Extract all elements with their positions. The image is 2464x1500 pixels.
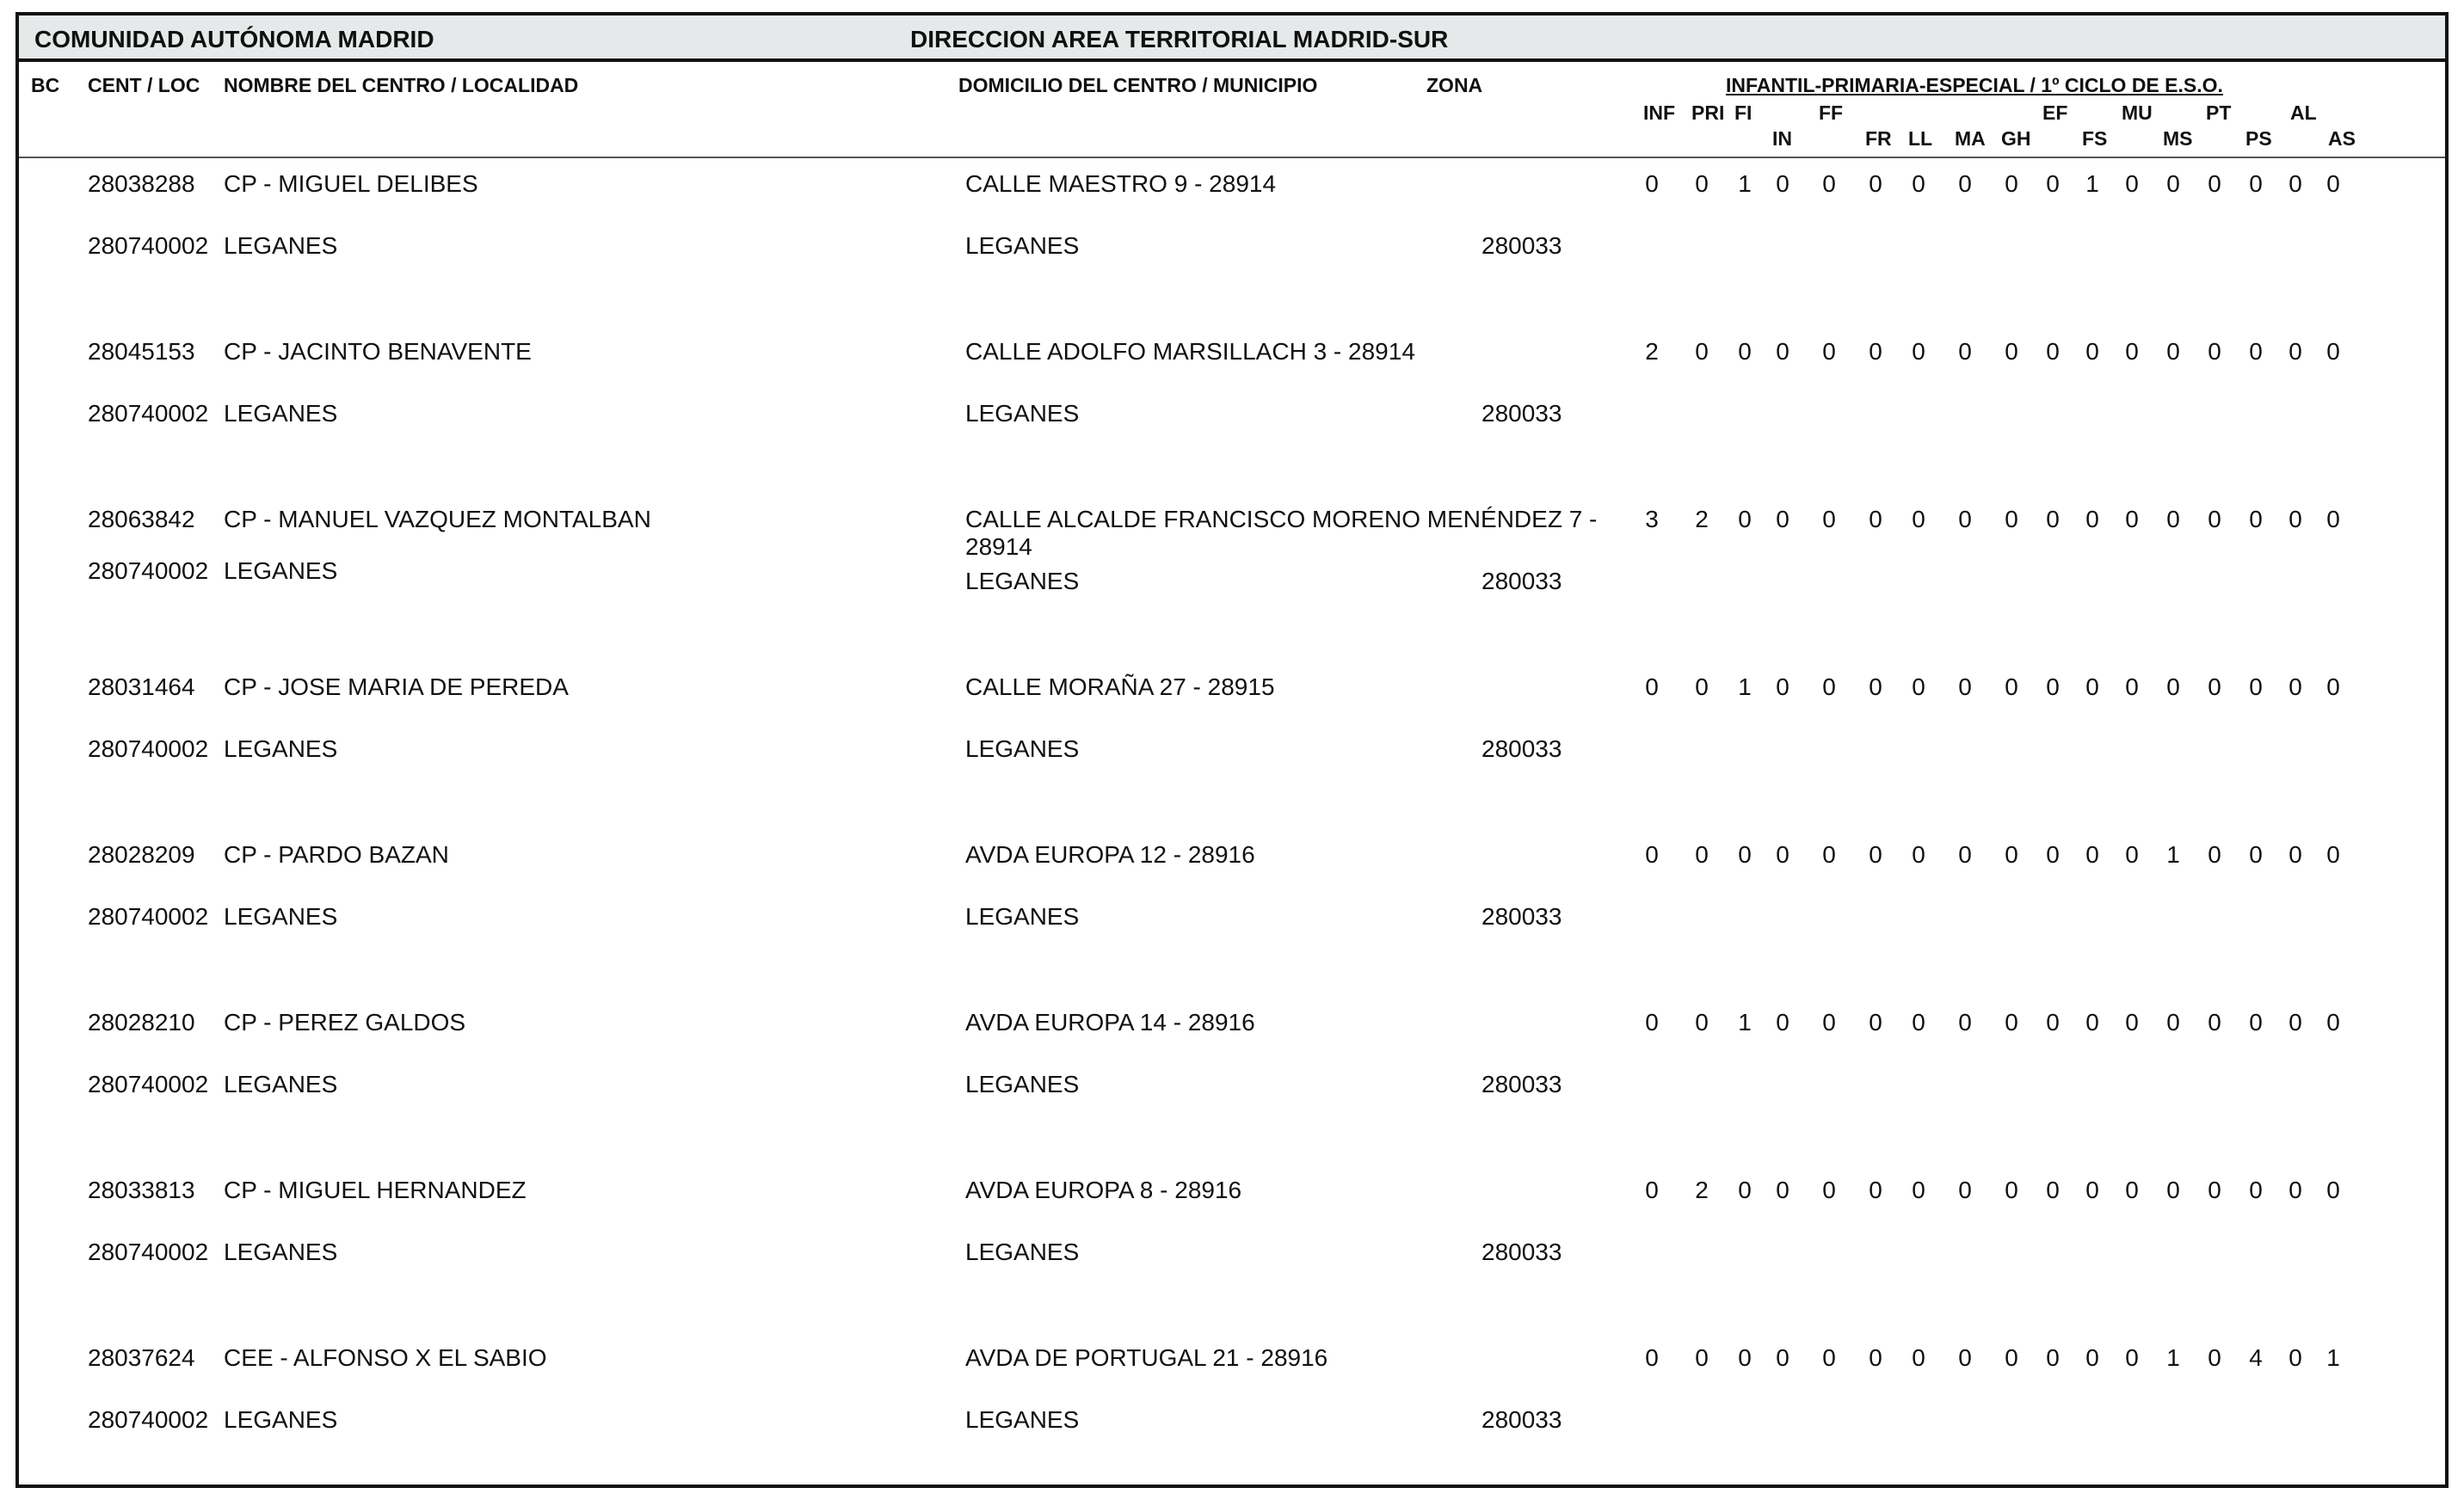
subcode-value: 0 [2288, 170, 2302, 197]
subcode-value: 0 [2125, 170, 2139, 197]
subcode-value: 0 [2046, 1009, 2060, 1036]
subcode-value: 0 [2249, 841, 2263, 868]
subcode-value: 0 [2249, 1177, 2263, 1203]
center-code: 28031464 [88, 673, 195, 700]
subcode-value: 0 [1776, 1177, 1789, 1203]
report-title-band [19, 15, 2445, 62]
locality-name: LEGANES [224, 735, 338, 762]
locality-name: LEGANES [224, 1239, 338, 1265]
subcode-value: 0 [2326, 1177, 2340, 1203]
subcode-value: 0 [2085, 1009, 2099, 1036]
subcode-value: 0 [1869, 1177, 1882, 1203]
subcode-value: 0 [2085, 338, 2099, 365]
subcode-value: 1 [2166, 841, 2180, 868]
subcode-value: 0 [2288, 1177, 2302, 1203]
subcode-header: PRI [1691, 101, 1725, 124]
subcode-value: 0 [2085, 841, 2099, 868]
municipality-name: LEGANES [965, 903, 1080, 930]
subcode-value: 0 [1869, 338, 1882, 365]
subcode-header: GH [2001, 127, 2031, 150]
subcode-value: 0 [1958, 841, 1972, 868]
center-code: 28038288 [88, 170, 195, 197]
col-domicilio: DOMICILIO DEL CENTRO / MUNICIPIO [958, 74, 1318, 96]
subcode-value: 0 [1822, 170, 1836, 197]
subcode-value: 0 [2326, 506, 2340, 532]
subcode-value: 0 [2046, 338, 2060, 365]
subcode-header: LL [1908, 127, 1933, 150]
subcode-value: 0 [1776, 170, 1789, 197]
center-name: CP - PARDO BAZAN [224, 841, 449, 868]
subcode-value: 0 [2046, 841, 2060, 868]
subcode-value: 0 [2166, 506, 2180, 532]
subcode-header: MS [2163, 127, 2193, 150]
subcode-value: 2 [1695, 1177, 1709, 1203]
zona-code: 280033 [1481, 232, 1562, 259]
center-name: CP - MIGUEL HERNANDEZ [224, 1177, 527, 1203]
center-address: CALLE ADOLFO MARSILLACH 3 - 28914 [965, 338, 1415, 365]
subcode-value: 0 [1958, 338, 1972, 365]
locality-name: LEGANES [224, 903, 338, 930]
col-bc: BC [31, 74, 60, 96]
subcode-value: 0 [2005, 1177, 2018, 1203]
subcode-header: PT [2206, 101, 2232, 124]
municipality-name: LEGANES [965, 735, 1080, 762]
subcode-value: 0 [2288, 1344, 2302, 1371]
locality-name: LEGANES [224, 232, 338, 259]
subcode-value: 3 [1645, 506, 1659, 532]
center-name: CP - PEREZ GALDOS [224, 1009, 466, 1036]
subcode-value: 0 [2125, 1009, 2139, 1036]
subcode-value: 0 [1645, 1177, 1659, 1203]
subcode-value: 0 [1822, 1177, 1836, 1203]
subcode-value: 0 [2288, 1009, 2302, 1036]
subcode-value: 1 [2166, 1344, 2180, 1371]
subcode-value: 0 [1776, 506, 1789, 532]
locality-name: LEGANES [224, 1406, 338, 1433]
subcode-value: 1 [1738, 1009, 1752, 1036]
subcode-header: FS [2082, 127, 2108, 150]
zona-code: 280033 [1481, 1239, 1562, 1265]
subcode-value: 0 [2288, 338, 2302, 365]
subcode-value: 0 [2005, 338, 2018, 365]
subcode-value: 0 [1645, 841, 1659, 868]
subcode-value: 0 [1695, 673, 1709, 700]
zona-code: 280033 [1481, 568, 1562, 594]
center-name: CP - MANUEL VAZQUEZ MONTALBAN [224, 506, 651, 532]
subcode-header: AS [2328, 127, 2356, 150]
subcode-value: 0 [2249, 1009, 2263, 1036]
col-cent-loc: CENT / LOC [88, 74, 200, 96]
subcode-value: 0 [2249, 506, 2263, 532]
locality-code: 280740002 [88, 232, 209, 259]
subcode-value: 0 [1645, 673, 1659, 700]
locality-name: LEGANES [224, 400, 338, 427]
subcode-value: 0 [1958, 1344, 1972, 1371]
subcode-value: 0 [1958, 170, 1972, 197]
zona-code: 280033 [1481, 1071, 1562, 1097]
subcode-value: 0 [1869, 506, 1882, 532]
subcode-value: 0 [2085, 673, 2099, 700]
subcode-value: 0 [1776, 673, 1789, 700]
center-address: AVDA EUROPA 14 - 28916 [965, 1009, 1255, 1036]
subcode-value: 0 [1822, 841, 1836, 868]
subcode-header: MU [2122, 101, 2153, 124]
subcode-value: 0 [2166, 338, 2180, 365]
subcode-value: 0 [2208, 1344, 2221, 1371]
subcode-value: 0 [1738, 841, 1752, 868]
subcode-header: FR [1865, 127, 1892, 150]
locality-code: 280740002 [88, 903, 209, 930]
subcode-value: 0 [1822, 1344, 1836, 1371]
subcode-value: 0 [1695, 1344, 1709, 1371]
center-code: 28063842 [88, 506, 195, 532]
subcode-value: 0 [2125, 1344, 2139, 1371]
col-zona: ZONA [1426, 74, 1483, 96]
subcode-value: 0 [1912, 673, 1925, 700]
subcode-value: 0 [1912, 506, 1925, 532]
header-divider [19, 157, 2445, 158]
subcode-value: 0 [2208, 1009, 2221, 1036]
subcode-value: 0 [1738, 1177, 1752, 1203]
subcode-value: 0 [2085, 1177, 2099, 1203]
subcode-header: FI [1734, 101, 1753, 124]
subcode-value: 0 [2166, 170, 2180, 197]
subcode-value: 0 [2249, 170, 2263, 197]
subcode-value: 0 [2005, 1344, 2018, 1371]
center-address: CALLE ALCALDE FRANCISCO MORENO MENÉNDEZ 7 - 28914 [965, 506, 1598, 560]
subcode-value: 0 [1869, 673, 1882, 700]
center-code: 28028210 [88, 1009, 195, 1036]
subcode-value: 0 [1776, 338, 1789, 365]
subcode-value: 0 [1695, 1009, 1709, 1036]
subcode-value: 0 [2326, 673, 2340, 700]
subcode-value: 0 [1869, 170, 1882, 197]
subcode-value: 0 [1695, 170, 1709, 197]
locality-code: 280740002 [88, 400, 209, 427]
subcode-value: 0 [1958, 673, 1972, 700]
subcode-value: 0 [1958, 1009, 1972, 1036]
subcode-value: 0 [2125, 506, 2139, 532]
subcode-value: 0 [2326, 1009, 2340, 1036]
center-name: CP - JACINTO BENAVENTE [224, 338, 532, 365]
subcode-value: 0 [1822, 506, 1836, 532]
subcode-value: 0 [2005, 506, 2018, 532]
community-title: COMUNIDAD AUTÓNOMA MADRID [34, 26, 434, 52]
subcode-value: 0 [2326, 170, 2340, 197]
subcode-value: 0 [2125, 841, 2139, 868]
subcode-value: 0 [2005, 673, 2018, 700]
subcode-value: 0 [2288, 673, 2302, 700]
subcode-value: 0 [1912, 1177, 1925, 1203]
locality-name: LEGANES [224, 557, 338, 584]
subcode-value: 0 [1776, 1009, 1789, 1036]
subcode-value: 0 [2046, 506, 2060, 532]
subcode-value: 0 [1695, 841, 1709, 868]
zona-code: 280033 [1481, 400, 1562, 427]
zona-code: 280033 [1481, 903, 1562, 930]
municipality-name: LEGANES [965, 1071, 1080, 1097]
subcode-header: INF [1643, 101, 1676, 124]
zona-code: 280033 [1481, 735, 1562, 762]
subcode-value: 0 [1869, 1344, 1882, 1371]
col-nombre: NOMBRE DEL CENTRO / LOCALIDAD [224, 74, 579, 96]
subcode-value: 0 [2288, 506, 2302, 532]
subcode-value: 2 [1695, 506, 1709, 532]
subcode-value: 0 [2166, 673, 2180, 700]
subcode-value: 0 [1776, 1344, 1789, 1371]
subcode-value: 0 [1738, 1344, 1752, 1371]
center-name: CP - MIGUEL DELIBES [224, 170, 478, 197]
subcode-value: 0 [1738, 506, 1752, 532]
subcode-value: 0 [1958, 1177, 1972, 1203]
subcode-value: 0 [1912, 170, 1925, 197]
subcode-header: IN [1772, 127, 1792, 150]
subcode-header: EF [2042, 101, 2068, 124]
subcode-value: 0 [2249, 673, 2263, 700]
municipality-name: LEGANES [965, 1406, 1080, 1433]
subcode-value: 0 [2166, 1009, 2180, 1036]
subcode-value: 0 [1776, 841, 1789, 868]
subcode-value: 4 [2249, 1344, 2263, 1371]
locality-name: LEGANES [224, 1071, 338, 1097]
municipality-name: LEGANES [965, 1239, 1080, 1265]
subcode-value: 0 [1822, 338, 1836, 365]
locality-code: 280740002 [88, 735, 209, 762]
subcode-value: 1 [2085, 170, 2099, 197]
subcode-value: 0 [1869, 841, 1882, 868]
subcode-value: 0 [2288, 841, 2302, 868]
center-name: CP - JOSE MARIA DE PEREDA [224, 673, 569, 700]
center-code: 28033813 [88, 1177, 195, 1203]
subcode-value: 0 [2005, 841, 2018, 868]
municipality-name: LEGANES [965, 400, 1080, 427]
center-address: AVDA EUROPA 8 - 28916 [965, 1177, 1242, 1203]
subcode-value: 2 [1645, 338, 1659, 365]
subcode-value: 0 [2208, 1177, 2221, 1203]
locality-code: 280740002 [88, 1071, 209, 1097]
subcode-value: 0 [2125, 1177, 2139, 1203]
subcode-value: 0 [1645, 170, 1659, 197]
subcode-value: 0 [1912, 841, 1925, 868]
municipality-name: LEGANES [965, 568, 1080, 594]
subcode-value: 0 [2208, 170, 2221, 197]
subcode-value: 0 [2125, 338, 2139, 365]
subcode-value: 0 [1822, 1009, 1836, 1036]
subcode-value: 0 [2208, 506, 2221, 532]
subcode-value: 1 [1738, 673, 1752, 700]
subcode-value: 0 [1645, 1344, 1659, 1371]
center-code: 28037624 [88, 1344, 195, 1371]
subcode-value: 1 [2326, 1344, 2340, 1371]
subcode-value: 0 [1958, 506, 1972, 532]
locality-code: 280740002 [88, 557, 209, 584]
locality-code: 280740002 [88, 1406, 209, 1433]
subcode-value: 0 [2208, 338, 2221, 365]
center-address: CALLE MORAÑA 27 - 28915 [965, 673, 1275, 700]
subcode-value: 0 [1822, 673, 1836, 700]
subcode-header: PS [2245, 127, 2272, 150]
center-name: CEE - ALFONSO X EL SABIO [224, 1344, 547, 1371]
subcode-value: 0 [2208, 841, 2221, 868]
subcode-value: 0 [1738, 338, 1752, 365]
subcode-value: 0 [1912, 1344, 1925, 1371]
subcode-value: 0 [2166, 1177, 2180, 1203]
report-page [15, 12, 2449, 1488]
subcode-value: 0 [2085, 506, 2099, 532]
subcode-value: 0 [2125, 673, 2139, 700]
col-group-title: INFANTIL-PRIMARIA-ESPECIAL / 1º CICLO DE E.S.O. [1726, 74, 2223, 96]
subcode-value: 0 [1912, 1009, 1925, 1036]
subcode-value: 0 [2005, 170, 2018, 197]
municipality-name: LEGANES [965, 232, 1080, 259]
subcode-value: 0 [2005, 1009, 2018, 1036]
center-code: 28045153 [88, 338, 195, 365]
subcode-value: 0 [1869, 1009, 1882, 1036]
subcode-value: 0 [1695, 338, 1709, 365]
zona-code: 280033 [1481, 1406, 1562, 1433]
subcode-value: 0 [2046, 1344, 2060, 1371]
subcode-value: 0 [2326, 841, 2340, 868]
subcode-value: 0 [1912, 338, 1925, 365]
subcode-value: 0 [2208, 673, 2221, 700]
subcode-value: 0 [1645, 1009, 1659, 1036]
center-address: AVDA EUROPA 12 - 28916 [965, 841, 1255, 868]
subcode-header: FF [1819, 101, 1844, 124]
subcode-value: 0 [2046, 1177, 2060, 1203]
subcode-header: AL [2290, 101, 2317, 124]
center-address: CALLE MAESTRO 9 - 28914 [965, 170, 1277, 197]
subcode-header: MA [1955, 127, 1986, 150]
subcode-value: 0 [2046, 673, 2060, 700]
center-address: AVDA DE PORTUGAL 21 - 28916 [965, 1344, 1328, 1371]
subcode-value: 0 [2326, 338, 2340, 365]
subcode-value: 0 [2249, 338, 2263, 365]
subcode-value: 0 [2046, 170, 2060, 197]
subcode-value: 0 [2085, 1344, 2099, 1371]
area-title: DIRECCION AREA TERRITORIAL MADRID-SUR [910, 26, 1449, 52]
locality-code: 280740002 [88, 1239, 209, 1265]
center-code: 28028209 [88, 841, 195, 868]
subcode-value: 1 [1738, 170, 1752, 197]
